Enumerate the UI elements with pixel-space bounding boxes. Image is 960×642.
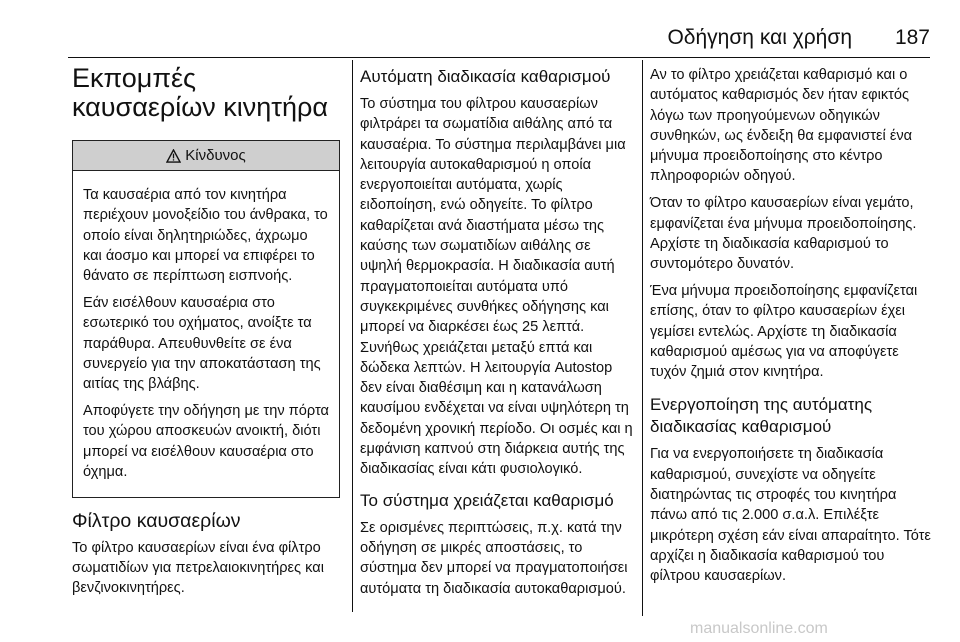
column-divider-2 (642, 60, 643, 616)
column-divider-1 (352, 60, 353, 612)
header-page-number: 187 (894, 26, 930, 49)
cleaning-paragraph-3: Ένα μήνυμα προειδοποίησης εμφανίζεται επίσης, όταν το φίλτρο καυσαερίων έχει γεμίσει εντελώς. Αρχίστε τη διαδικασία καθαρισμού αμέσως για να αποφύγετε τυχόν ζημιά στον κινητήρα. (650, 282, 918, 381)
header-section-title: Οδήγηση και χρήση (667, 26, 852, 49)
danger-paragraph: Εάν εισέλθουν καυσαέρια στο εσωτερικό του οχήματος, ανοίξτε τα παράθυρα. Απευθυνθείτε σε ένα συνεργείο για την αποκατάσταση της αιτίας της βλάβης. (83, 294, 321, 393)
danger-box (72, 140, 340, 498)
column-2 (360, 60, 634, 612)
danger-header (73, 141, 339, 171)
auto-cleaning-paragraph: Το σύστημα του φίλτρου καυσαερίων φιλτράρει τα σωματίδια αιθάλης από τα καυσαέρια. Το σύστημα περιλαμβάνει μια λειτουργία αυτοκαθαρισμού η οποία ενεργοποιείται αυτόματα, χωρίς ειδοποίηση, ενώ οδηγείτε. Το φίλτρο καθαρίζεται ανά διαστήματα μέσω της καύσης των σωματιδίων αιθάλης σε υψηλή θερμοκρασία. Η διαδικασία αυτή πραγματοποιείται αυτόματα υπό συγκεκριμένες συνθήκες οδήγησης και μπορεί να διαρκέσει έως 25 λεπτά. Συνήθως χρειάζεται μεταξύ επτά και δώδεκα λεπτών. Η λειτουργία Autostop δεν είναι διαθέσιμη και η κατανάλωση καυσίμου ενδέχεται να είναι υψηλότερη τη δεδομένη χρονική περίοδο. Οι οσμές και η εμφάνιση καπνού στη διάρκεια αυτής της διαδικασίας είναι κάτι φυσιολογικό. (360, 96, 633, 478)
activate-cleaning-paragraph: Για να ενεργοποιήσετε τη διαδικασία καθαρισμού, συνεχίστε να οδηγείτε διατηρώντας τις στροφές του κινητήρα πάνω από τις 2.000 σ.α.λ. Επιλέξτε μικρότερη σχέση εάν είναι απαραίτητο. Τότε αρχίζει η διαδικασία καθαρισμού του φίλτρου καυσαερίων. (650, 446, 931, 585)
warning-triangle-icon (166, 149, 181, 163)
needs-cleaning-heading: Το σύστημα χρειάζεται καθαρισμό (360, 490, 614, 510)
header-rule (68, 57, 930, 58)
column-3 (650, 60, 932, 612)
filter-paragraph: Το φίλτρο καυσαερίων είναι ένα φίλτρο σωματιδίων για πετρελαιοκινητήρες και βενζινοκινητήρες. (72, 539, 324, 597)
danger-label: Κίνδυνος (185, 147, 246, 164)
activate-cleaning-heading: Ενεργοποίηση της αυτόματης διαδικασίας καθαρισμού (650, 395, 873, 437)
watermark: manualsonline.com (690, 620, 828, 637)
danger-paragraph: Αποφύγετε την οδήγηση με την πόρτα του χώρου αποσκευών ανοικτή, διότι μπορεί να εισέλθουν καυσαέρια στο όχημα. (83, 402, 329, 480)
danger-body (73, 171, 339, 497)
danger-paragraph: Τα καυσαέρια από τον κινητήρα περιέχουν μονοξείδιο του άνθρακα, το οποίο είναι δηλητηριώδες, άχρωμο και άοσμο και μπορεί να επιφέρει το θάνατο σε περίπτωση εισπνοής. (83, 187, 328, 285)
cleaning-paragraph-2: Όταν το φίλτρο καυσαερίων είναι γεμάτο, εμφανίζεται ένα μήνυμα προειδοποίησης. Αρχίστε τη διαδικασία καθαρισμού το συντομότερο δυνατόν. (650, 195, 917, 273)
section-heading: Εκπομπές καυσαερίων κινητήρα (72, 63, 328, 122)
needs-cleaning-paragraph: Σε ορισμένες περιπτώσεις, π.χ. κατά την οδήγηση σε μικρές αποστάσεις, το σύστημα δεν μπορεί να πραγματοποιήσει αυτόματα τη διαδικασία αυτοκαθαρισμού. (360, 519, 628, 597)
filter-heading: Φίλτρο καυσαερίων (72, 509, 241, 532)
cleaning-paragraph-1: Αν το φίλτρο χρειάζεται καθαρισμό και ο αυτόματος καθαρισμός δεν ήταν εφικτός λόγω των προηγούμενων οδηγικών συνθηκών, ως ένδειξη θα εμφανιστεί ένα μήνυμα προειδοποίησης στο κέντρο πληροφοριών οδηγού. (650, 67, 913, 185)
column-1 (72, 60, 342, 612)
auto-cleaning-heading: Αυτόματη διαδικασία καθαρισμού (360, 67, 611, 86)
